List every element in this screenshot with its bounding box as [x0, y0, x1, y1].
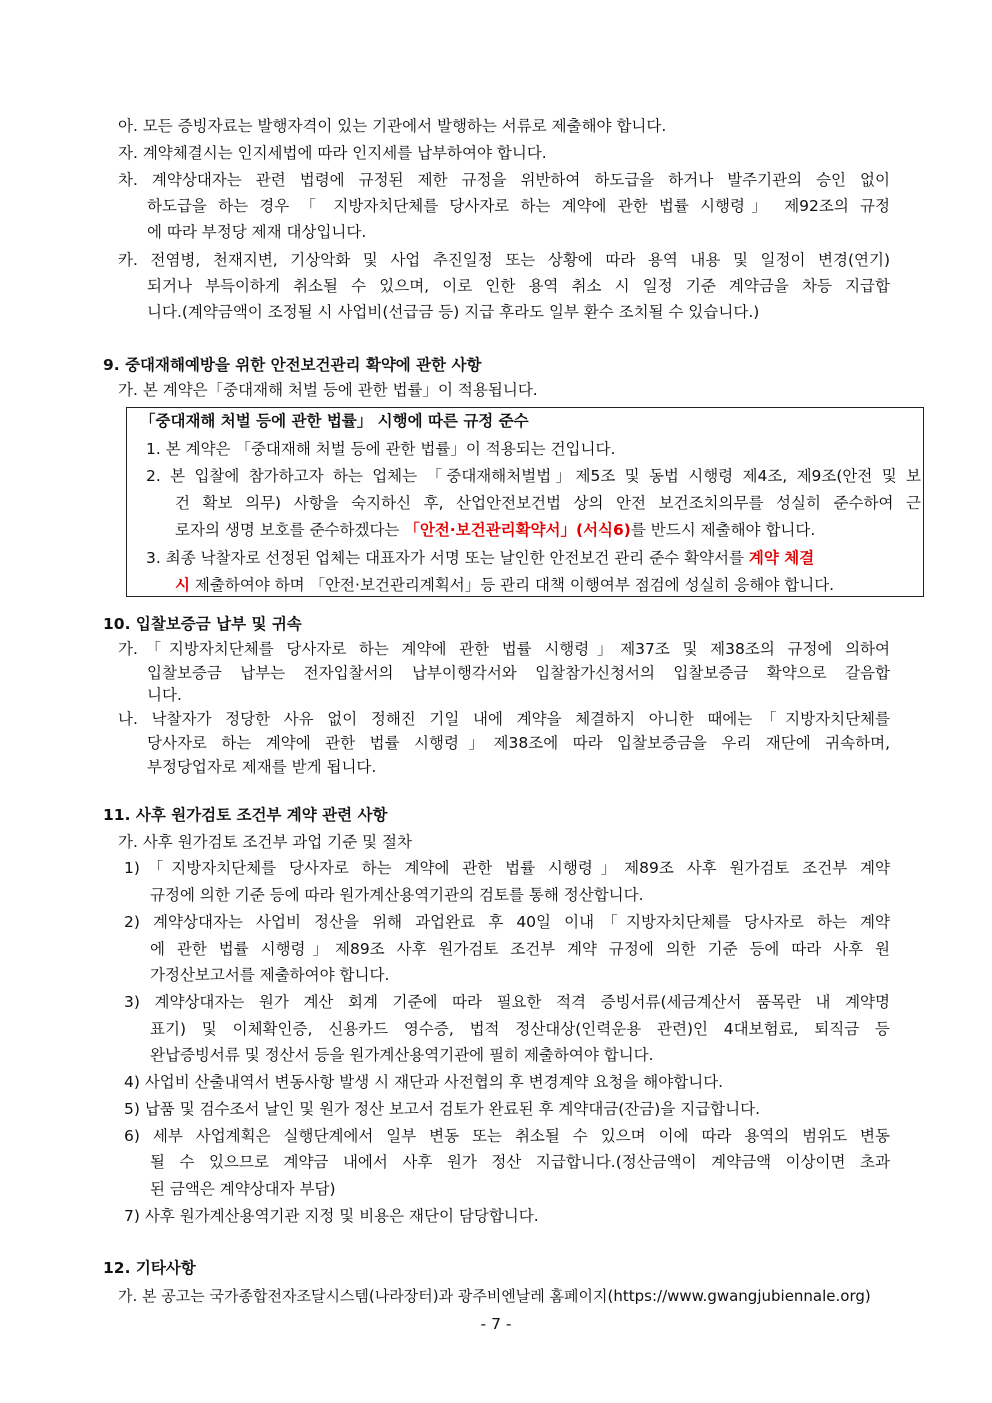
section-11-6-line3: 된 금액은 계약상대자 부담) — [150, 1180, 336, 1198]
contract-signing-highlight: 계약 체결 — [748, 549, 815, 567]
item-ka-line3: 니다.(계약금액이 조정될 시 사업비(선급금 등) 지급 후라도 일부 환수 조치될 수 있습니다.) — [147, 303, 760, 321]
section-10-na-line1: 나. 낙찰자가 정당한 사유 없이 정해진 기일 내에 계약을 체결하지 아니한 때에는「지방자치단체를 — [118, 710, 890, 728]
section-10-ga-line3: 니다. — [147, 686, 182, 704]
safety-pledge-form-highlight: 「안전·보건관리확약서」(서식6) — [404, 521, 631, 539]
box-item-2-line1: 2. 본 입찰에 참가하고자 하는 업체는 「중대재해처벌법」제5조 및 동법 시행령 제4조, 제9조(안전 및 보 — [146, 467, 921, 485]
box-item-2-line2: 건 확보 의무) 사항을 숙지하신 후, 산업안전보건법 상의 안전 보건조치의무를 성실히 준수하여 근 — [175, 494, 921, 512]
item-ja: 자. 계약체결시는 인지세법에 따라 인지세를 납부하여야 합니다. — [118, 144, 547, 162]
box-title: 「중대재해 처벌 등에 관한 법률」 시행에 따른 규정 준수 — [140, 412, 529, 430]
contract-signing-highlight-2: 시 — [175, 576, 190, 594]
section-11-title: 11. 사후 원가검토 조건부 계약 관련 사항 — [103, 806, 388, 824]
section-11-3-line2: 표기) 및 이체확인증, 신용카드 영수증, 법적 정산대상(인력운용 관련)인 4대보험료, 퇴직금 등 — [150, 1020, 890, 1038]
item-ka-line1: 카. 전염병, 천재지변, 기상악화 및 사업 추진일정 또는 상황에 따라 용역 내용 및 일정이 변경(연기) — [118, 251, 890, 269]
section-11-6-line1: 6) 세부 사업계획은 실행단계에서 일부 변동 또는 취소될 수 있으며 이에 따라 용역의 범위도 변동 — [124, 1127, 890, 1145]
box-item-3-line2-post: 제출하여야 하며 「안전·보건관리계획서」등 관리 대책 이행여부 점검에 성실히 응해야 합니다. — [189, 576, 835, 594]
box-item-2-line3-pre: 로자의 생명 보호를 준수하겠다는 — [175, 521, 405, 539]
box-item-3-line2 — [175, 575, 834, 595]
section-9-item-ga: 가. 본 계약은「중대재해 처벌 등에 관한 법률」이 적용됩니다. — [118, 381, 538, 399]
section-10-na-line2: 당사자로 하는 계약에 관한 법률 시행령」제38조에 따라 입찰보증금을 우리 재단에 귀속하며, — [147, 734, 890, 752]
section-11-6-line2: 될 수 있으므로 계약금 내에서 사후 원가 정산 지급합니다.(정산금액이 계약금액 이상이면 초과 — [150, 1153, 890, 1171]
section-10-title: 10. 입찰보증금 납부 및 귀속 — [103, 615, 302, 633]
box-item-2-line3 — [175, 520, 815, 540]
section-11-1-line2: 규정에 의한 기준 등에 따라 원가계산용역기관의 검토를 통해 정산합니다. — [150, 886, 644, 904]
section-10-ga-line2: 입찰보증금 납부는 전자입찰서의 납부이행각서와 입찰참가신청서의 입찰보증금 확약으로 갈음합 — [147, 664, 890, 682]
section-9-title: 9. 중대재해예방을 위한 안전보건관리 확약에 관한 사항 — [103, 356, 482, 374]
section-11-2-line2: 에 관한 법률 시행령」제89조 사후 원가검토 조건부 계약 규정에 의한 기준 등에 따라 사후 원 — [150, 940, 890, 958]
section-12-title: 12. 기타사항 — [103, 1259, 196, 1277]
section-11-3-line1: 3) 계약상대자는 원가 계산 회계 기준에 따라 필요한 적격 증빙서류(세금계산서 품목란 내 계약명 — [124, 993, 890, 1011]
section-10-na-line3: 부정당업자로 제재를 받게 됩니다. — [147, 758, 377, 776]
item-cha-line3: 에 따라 부정당 제재 대상입니다. — [147, 223, 367, 241]
section-11-7: 7) 사후 원가계산용역기관 지정 및 비용은 재단이 담당합니다. — [124, 1207, 539, 1225]
item-cha-line2: 하도급을 하는 경우 「 지방자치단체를 당사자로 하는 계약에 관한 법률 시행령」 제92조의 규정 — [147, 197, 890, 215]
box-item-1: 1. 본 계약은 「중대재해 처벌 등에 관한 법률」이 적용되는 건입니다. — [146, 440, 616, 458]
item-cha-line1: 차. 계약상대자는 관련 법령에 규정된 제한 규정을 위반하여 하도급을 하거나 발주기관의 승인 없이 — [118, 171, 890, 189]
item-a: 아. 모든 증빙자료는 발행자격이 있는 기관에서 발행하는 서류로 제출해야 합니다. — [118, 117, 667, 135]
box-item-2-line3-post: 를 반드시 제출해야 합니다. — [630, 521, 816, 539]
section-12-item-ga: 가. 본 공고는 국가종합전자조달시스템(나라장터)과 광주비엔날레 홈페이지(https://www.gwangjubiennale.org) — [118, 1287, 871, 1305]
section-11-5: 5) 납품 및 검수조서 날인 및 원가 정산 보고서 검토가 완료된 후 계약대금(잔금)을 지급합니다. — [124, 1100, 761, 1118]
section-11-1-line1: 1)「지방자치단체를 당사자로 하는 계약에 관한 법률 시행령」제89조 사후 원가검토 조건부 계약 — [124, 859, 890, 877]
section-11-item-ga: 가. 사후 원가검토 조건부 과업 기준 및 절차 — [118, 833, 412, 851]
section-11-2-line1: 2) 계약상대자는 사업비 정산을 위해 과업완료 후 40일 이내「지방자치단체를 당사자로 하는 계약 — [124, 913, 890, 931]
section-10-ga-line1: 가.「지방자치단체를 당사자로 하는 계약에 관한 법률 시행령」제37조 및 제38조의 규정에 의하여 — [118, 640, 890, 658]
box-item-3-line1 — [146, 548, 814, 568]
page-number: - 7 - — [480, 1315, 512, 1333]
section-11-4: 4) 사업비 산출내역서 변동사항 발생 시 재단과 사전협의 후 변경계약 요청을 해야합니다. — [124, 1073, 724, 1091]
section-11-3-line3: 완납증빙서류 및 정산서 등을 원가계산용역기관에 필히 제출하여야 합니다. — [150, 1046, 654, 1064]
box-item-3-line1-pre: 3. 최종 낙찰자로 선정된 업체는 대표자가 서명 또는 날인한 안전보건 관리 준수 확약서를 — [146, 549, 749, 567]
item-ka-line2: 되거나 부득이하게 취소될 수 있으며, 이로 인한 용역 취소 시 일정 기준 계약금을 차등 지급합 — [147, 277, 890, 295]
section-11-2-line3: 가정산보고서를 제출하여야 합니다. — [150, 966, 390, 984]
